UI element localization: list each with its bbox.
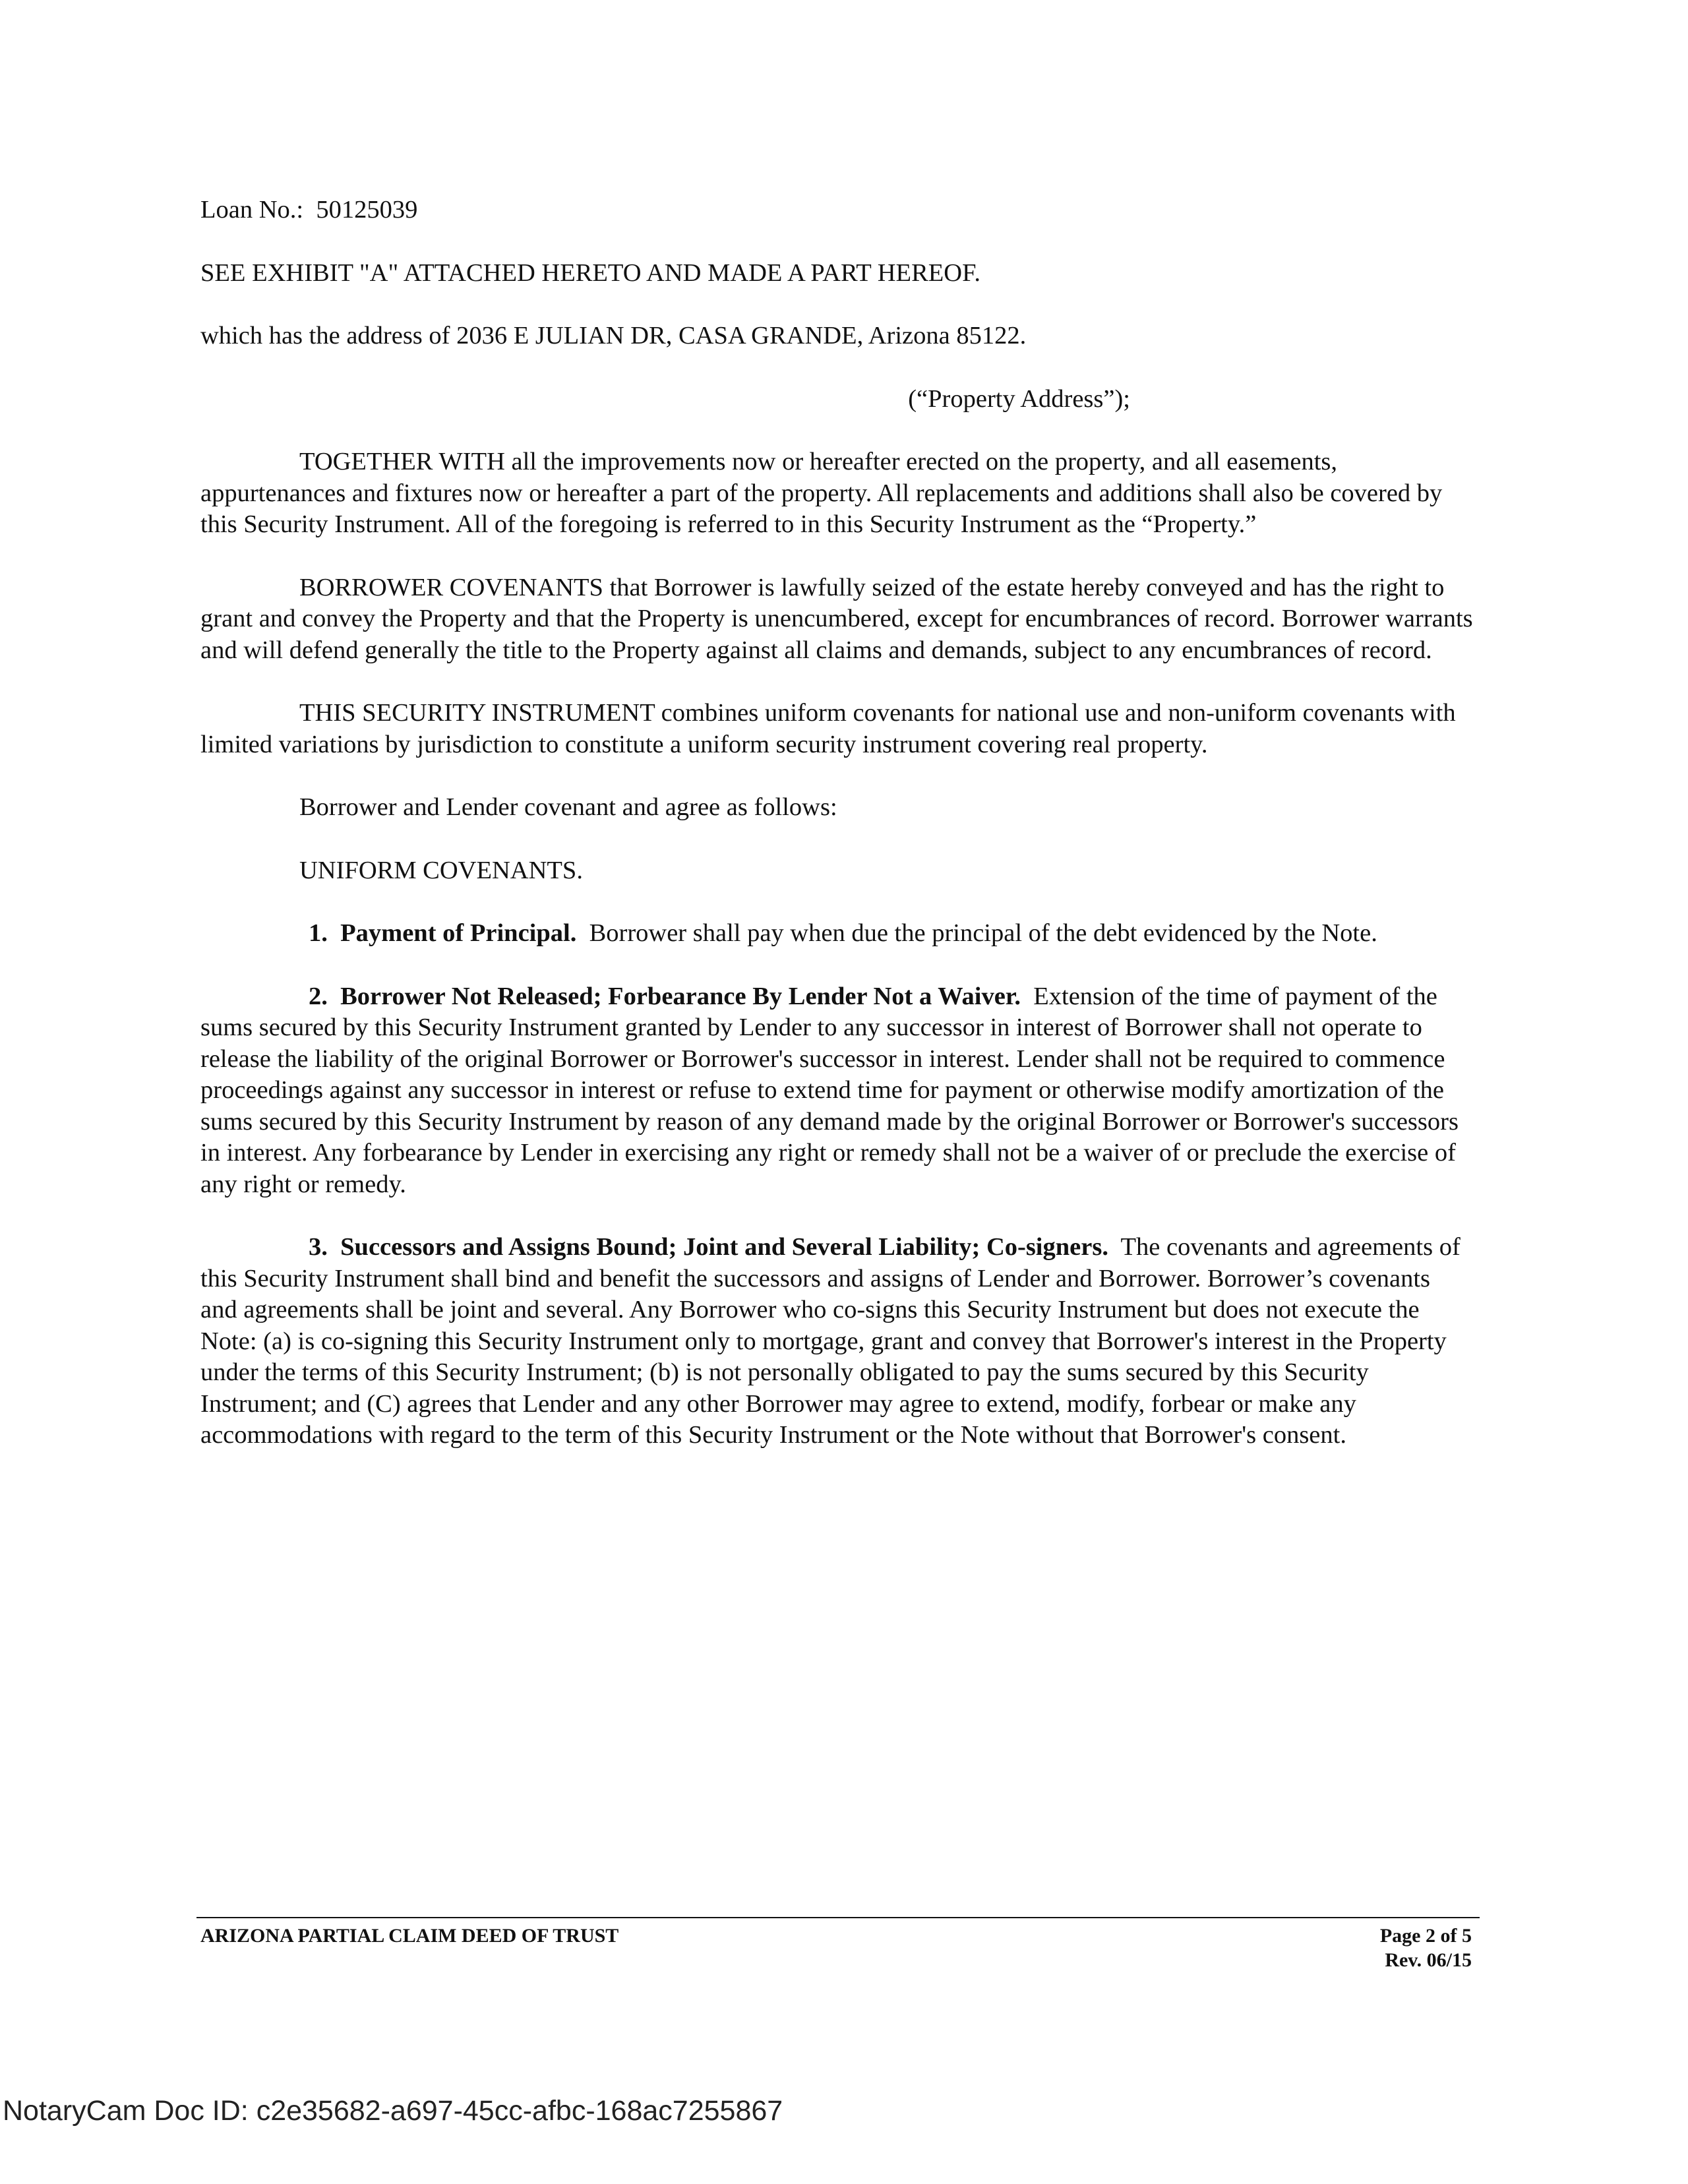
footer-page-info — [1380, 1924, 1472, 1972]
covenant-text: Borrower shall pay when due the principal of the debt evidenced by the Note. — [589, 919, 1377, 947]
loan-number-line — [200, 195, 1473, 226]
document-body — [200, 195, 1473, 1483]
paragraph-together-with: TOGETHER WITH all the improvements now or hereafter erected on the property, and all easements, appurtenances and fixtures now or hereafter a part of the property. All replacements and additions shall also be covered by this Security Instrument. All of the foregoing is referred to in this Security Instrument as the “Property.” — [200, 448, 1443, 538]
footer-document-title: ARIZONA PARTIAL CLAIM DEED OF TRUST — [200, 1925, 619, 1947]
covenant-item — [200, 1232, 1473, 1451]
covenant-number: 2. — [309, 982, 328, 1010]
covenant-title: Successors and Assigns Bound; Joint and Several Liability; Co-signers. — [340, 1233, 1108, 1261]
loan-number-value: 50125039 — [316, 196, 418, 224]
covenant-text: The covenants and agreements of this Security Instrument shall bind and benefit the successors and assigns of Lender and Borrower. Borrower’s covenants and agreements shall be joint and several. Any Borrower who co-signs this Security Instrument but does not execute the Note: (a) is co-signing this Security Instrument only to mortgage, grant and convey that Borrower's interest in the Property under the terms of this Security Instrument; (b) is not personally obligated to pay the sums secured by this Security Instrument; and (C) agrees that Lender and any other Borrower may agree to extend, modify, forbear or make any accommodations with regard to the term of this Security Instrument or the Note without that Borrower's consent. — [200, 1233, 1461, 1449]
property-address-label: (“Property Address”); — [908, 384, 1130, 413]
footer-page-number: Page 2 of 5 — [1379, 1925, 1472, 1947]
covenant-item — [200, 981, 1473, 1201]
exhibit-line: SEE EXHIBIT "A" ATTACHED HERETO AND MADE A PART HEREOF. — [200, 258, 981, 287]
covenant-number: 3. — [309, 1233, 328, 1261]
notarycam-doc-id-stamp: NotaryCam Doc ID: c2e35682-a697-45cc-afbc-168ac7255867 — [3, 2095, 783, 2127]
covenant-text: Extension of the time of payment of the sums secured by this Security Instrument granted by Lender to any successor in interest of Borrower shall not operate to release the liability of the original Borrower or Borrower's successor in interest. Lender shall not be required to commence proceedings against any successor in interest or refuse to extend time for payment or otherwise modify amortization of the sums secured by this Security Instrument by reason of any demand made by the original Borrower or Borrower's successors in interest. Any forbearance by Lender in exercising any right or remedy shall not be a waiver of or preclude the exercise of any right or remedy. — [200, 982, 1459, 1198]
address-line: which has the address of 2036 E JULIAN DR, CASA GRANDE, Arizona 85122. — [200, 322, 1027, 349]
paragraph-security-instrument: THIS SECURITY INSTRUMENT combines uniform covenants for national use and non-uniform covenants with limited variations by jurisdiction to constitute a uniform security instrument covering real property. — [200, 699, 1456, 758]
covenant-title: Payment of Principal. — [340, 919, 577, 947]
loan-number-label: Loan No.: — [200, 196, 304, 224]
covenant-title: Borrower Not Released; Forbearance By Lender Not a Waiver. — [340, 982, 1021, 1010]
page-footer — [196, 1917, 1480, 1971]
uniform-covenants-heading: UNIFORM COVENANTS. — [299, 856, 583, 884]
covenant-item — [200, 918, 1473, 950]
footer-revision: Rev. 06/15 — [1385, 1949, 1472, 1971]
paragraph-borrower-covenants: BORROWER COVENANTS that Borrower is lawfully seized of the estate hereby conveyed and has the right to grant and convey the Property and that the Property is unencumbered, except for encumbrances of record. Borrower warrants and will defend generally the title to the Property against all claims and demands, subject to any encumbrances of record. — [200, 573, 1473, 664]
paragraph-agree: Borrower and Lender covenant and agree as follows: — [299, 793, 837, 821]
covenant-number: 1. — [309, 919, 328, 947]
